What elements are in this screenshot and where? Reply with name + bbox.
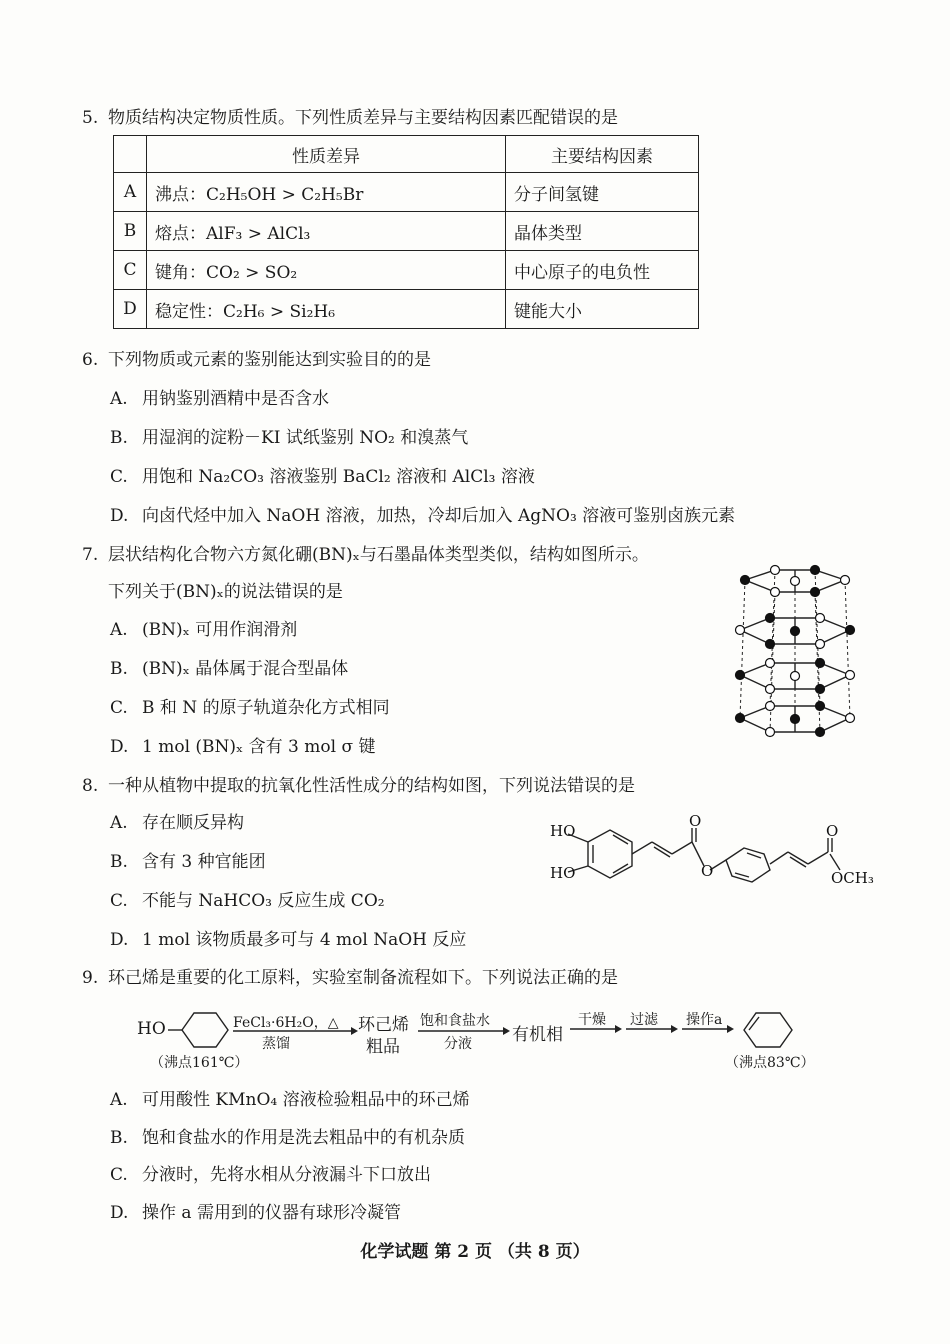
q6-number: 6. xyxy=(82,350,99,370)
q5-stem xyxy=(82,103,618,128)
page-footer: 化学试题 第 2 页 （共 8 页） xyxy=(360,1242,590,1262)
flow-product1-line2: 粗品 xyxy=(366,1037,400,1057)
label-o-1: O xyxy=(689,812,702,830)
flow-end-bp: （沸点83℃） xyxy=(725,1055,815,1071)
table-header-empty xyxy=(114,136,147,173)
row-letter: D xyxy=(114,290,147,329)
row-factor: 分子间氢键 xyxy=(506,173,699,212)
q6-option-c: C. 用饱和 Na₂CO₃ 溶液鉴别 BaCl₂ 溶液和 AlCl₃ 溶液 xyxy=(110,467,535,487)
flow-start-prefix: HO xyxy=(137,1019,166,1039)
cyclohexene-ring xyxy=(738,1005,802,1055)
q8-option-d: D. 1 mol 该物质最多可与 4 mol NaOH 反应 xyxy=(110,930,467,950)
q5-table xyxy=(113,135,699,329)
flow-arrow-4 xyxy=(626,1023,678,1035)
q6-option-a: A. 用钠鉴别酒精中是否含水 xyxy=(110,389,329,409)
label-och3: OCH₃ xyxy=(831,869,874,887)
q8-molecule-structure xyxy=(530,812,875,900)
table-row xyxy=(114,173,699,212)
q5-number: 5. xyxy=(82,108,99,128)
q7-option-d: D. 1 mol (BN)ₓ 含有 3 mol σ 键 xyxy=(110,737,376,757)
flow-product1-line1: 环己烯 xyxy=(358,1015,409,1035)
row-property: 熔点：AlF₃ > AlCl₃ xyxy=(147,212,506,251)
flow-step4-top: 过滤 xyxy=(630,1012,658,1028)
row-letter: A xyxy=(114,173,147,212)
row-property: 键角：CO₂ > SO₂ xyxy=(147,251,506,290)
flow-arrow-3 xyxy=(570,1023,622,1035)
q9-option-d: D. 操作 a 需用到的仪器有球形冷凝管 xyxy=(110,1203,401,1223)
q9-option-a: A. 可用酸性 KMnO₄ 溶液检验粗品中的环己烯 xyxy=(110,1090,470,1110)
row-property: 稳定性：C₂H₆ > Si₂H₆ xyxy=(147,290,506,329)
table-row xyxy=(114,212,699,251)
q6-stem-text: 下列物质或元素的鉴别能达到实验目的的是 xyxy=(108,350,431,370)
label-o-2: O xyxy=(701,862,714,880)
q9-option-c: C. 分液时，先将水相从分液漏斗下口放出 xyxy=(110,1165,431,1185)
flow-arrow-5 xyxy=(682,1023,734,1035)
flow-step3-top: 干燥 xyxy=(578,1012,606,1028)
label-ho-2: HO xyxy=(550,864,576,882)
q8-option-c: C. 不能与 NaHCO₃ 反应生成 CO₂ xyxy=(110,891,385,911)
q7-option-b: B. (BN)ₓ 晶体属于混合型晶体 xyxy=(110,659,349,679)
flow-step2-top: 饱和食盐水 xyxy=(420,1013,490,1029)
q8-number: 8. xyxy=(82,776,99,796)
row-factor: 中心原子的电负性 xyxy=(506,251,699,290)
flow-step1-top: FeCl₃·6H₂O，△ xyxy=(233,1015,339,1031)
table-header-row xyxy=(114,136,699,173)
flow-product2: 有机相 xyxy=(512,1025,563,1045)
label-ho-1: HO xyxy=(550,822,576,840)
q7-stem xyxy=(82,540,649,565)
bn-structure-figure xyxy=(725,560,875,740)
q5-stem-text: 物质结构决定物质性质。下列性质差异与主要结构因素匹配错误的是 xyxy=(108,108,618,128)
flow-step1-bottom: 蒸馏 xyxy=(262,1036,290,1052)
row-property: 沸点：C₂H₅OH > C₂H₅Br xyxy=(147,173,506,212)
q9-stem xyxy=(82,963,618,988)
q8-option-a: A. 存在顺反异构 xyxy=(110,813,244,833)
table-header-factor: 主要结构因素 xyxy=(506,136,699,173)
q8-stem xyxy=(82,771,635,796)
row-letter: B xyxy=(114,212,147,251)
q6-stem xyxy=(82,345,431,370)
flow-step2-bottom: 分液 xyxy=(444,1036,472,1052)
table-header-property: 性质差异 xyxy=(147,136,506,173)
row-factor: 晶体类型 xyxy=(506,212,699,251)
q7-option-c: C. B 和 N 的原子轨道杂化方式相同 xyxy=(110,698,390,718)
q7-number: 7. xyxy=(82,545,99,565)
cyclohexanol-ring xyxy=(168,1005,238,1055)
flow-arrow-1 xyxy=(233,1025,358,1037)
q7-stem-line2: 下列关于(BN)ₓ的说法错误的是 xyxy=(108,582,343,602)
flow-step5-top: 操作a xyxy=(686,1012,723,1028)
flow-start-bp: （沸点161℃） xyxy=(150,1055,249,1071)
q9-stem-text: 环己烯是重要的化工原料，实验室制备流程如下。下列说法正确的是 xyxy=(108,968,618,988)
q6-option-d: D. 向卤代烃中加入 NaOH 溶液，加热，冷却后加入 AgNO₃ 溶液可鉴别卤族元素 xyxy=(110,506,736,526)
q8-option-b: B. 含有 3 种官能团 xyxy=(110,852,266,872)
label-o-3: O xyxy=(826,822,839,840)
q7-stem-line1: 层状结构化合物六方氮化硼(BN)ₓ与石墨晶体类型类似，结构如图所示。 xyxy=(108,545,649,565)
q8-stem-text: 一种从植物中提取的抗氧化性活性成分的结构如图，下列说法错误的是 xyxy=(108,776,635,796)
q9-option-b: B. 饱和食盐水的作用是洗去粗品中的有机杂质 xyxy=(110,1128,465,1148)
table-row xyxy=(114,290,699,329)
q6-option-b: B. 用湿润的淀粉－KI 试纸鉴别 NO₂ 和溴蒸气 xyxy=(110,428,469,448)
row-letter: C xyxy=(114,251,147,290)
row-factor: 键能大小 xyxy=(506,290,699,329)
q9-number: 9. xyxy=(82,968,99,988)
table-row xyxy=(114,251,699,290)
q7-option-a: A. (BN)ₓ 可用作润滑剂 xyxy=(110,620,298,640)
